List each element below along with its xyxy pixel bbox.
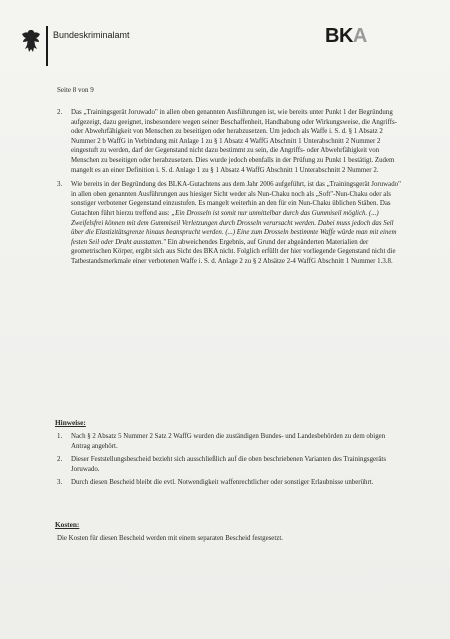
page-number: Seite 8 von 9 bbox=[57, 86, 94, 94]
list-item: 2. Dieser Feststellungsbescheid bezieht sich ausschließlich auf die oben beschriebenen Varianten des Trainingsgeräts Joruwado. bbox=[57, 456, 387, 473]
costs-heading: Kosten: bbox=[55, 520, 80, 529]
federal-eagle-icon bbox=[20, 28, 42, 54]
item-text: Wie bereits in der Begründung des BLKA-Gutachtens aus dem Jahr 2006 aufgeführt, ist das „Trainingsgerät Joruwado" in allen oben genannten Ausführungen aus hiesiger Sicht weder als Nun-Chaku noch als „Soft"-Nun-Chaku oder als sonstiger verbotener Gegenstand einzustufen. Es mangelt weiterhin an den für ein Nun-Chaku üblichen Stäben. Das Gutachten führt hierzu treffend aus: „Ein Drosseln ist somit nur unmittelbar durch das Gummiseil möglich. (...) Zweifelsfrei können mit dem Gummiseil Verletzungen durch Drosseln verursacht werden. Dabei muss jedoch das Seil über die Elastizitätsgrenze hinaus beansprucht werden. (...) Eine zum Drosseln bestimmte Waffe würde man mit einem festen Seil oder Draht ausstatten." Ein abweichendes Ergebnis, auf Grund der abgeänderten Materialien der geometrischen Körper, ergibt sich aus Sicht des BKA nicht. Folglich erfüllt der hier vorliegende Gegenstand nicht die Tatbestandsmerkmale einer verbotenen Waffe i. S. d. Anlage 2 zu § 2 Absätze 2-4 WaffG Abschnitt 1 Nummer 1.3.8. bbox=[71, 181, 401, 265]
notes-list bbox=[57, 432, 402, 492]
quoted-text: „Ein Drosseln ist somit nur unmittelbar durch das Gummiseil möglich. (...) Zweifelsfrei können mit dem Gummiseil Verletzungen durch Drosseln verursacht werden. Dabei muss jedoch das Seil über die Elastizitätsgrenze hinaus beansprucht werden. (...) Eine zum Drosseln bestimmte Waffe würde man mit einem festen Seil oder Draht ausstatten." bbox=[71, 209, 397, 246]
costs-text: Die Kosten für diesen Bescheid werden mit einem separaten Bescheid festgesetzt. bbox=[57, 535, 283, 542]
item-text: Das „Trainingsgerät Joruwado" in allen oben genannten Ausführungen ist, wie bereits unter Punkt 1 der Begründung aufgezeigt, dazu geeignet, insbesondere wegen seiner Beschaffenheit, Handhabung oder Wirkungsweise, die Angriffs- oder Abwehrfähigkeit von Menschen zu beseitigen oder herabzusetzen. Um jedoch als Waffe i. S. d. § 1 Absatz 2 Nummer 2 b WaffG in Verbindung mit Anlage 1 zu § 1 Absatz 4 WaffG Abschnitt 1 Unterabschnitt 2 Nummer 2 eingestuft zu werden, darf der Gegenstand nicht dazu bestimmt zu sein, die Angriffs- oder Abwehrfähigkeit von Menschen zu beseitigen oder herabzusetzen. Dies wurde jedoch ebenfalls in der Prüfung zu Punkt 1 bestätigt. Zudem mangelt es an einer Definition i. S. d. Anlage 1 zu § 1 Absatz 4 WaffG Abschnitt 1 Unterabschnitt 2 Nummer 2. bbox=[71, 109, 397, 174]
list-item: 1. Nach § 2 Absatz 5 Nummer 2 Satz 2 WaffG wurden die zuständigen Bundes- und Landesbehörden zu dem obigen Antrag angehört. bbox=[57, 433, 386, 450]
reasoning-list bbox=[57, 108, 407, 272]
header-divider bbox=[46, 26, 48, 66]
list-item: 3. Wie bereits in der Begründung des BLKA-Gutachtens aus dem Jahr 2006 aufgeführt, ist das „Trainingsgerät Joruwado" in allen oben genannten Ausführungen aus hiesiger Sicht weder als Nun-Chaku noch als „Soft"-Nun-Chaku oder als sonstiger verbotener Gegenstand einzustufen. Es mangelt weiterhin an den für ein Nun-Chaku üblichen Stäben. Das Gutachten führt hierzu treffend aus: „Ein Drosseln ist somit nur unmittelbar durch das Gummiseil möglich. (...) Zweifelsfrei können mit dem Gummiseil Verletzungen durch Drosseln verursacht werden. Dabei muss jedoch das Seil über die Elastizitätsgrenze hinaus beansprucht werden. (...) Eine zum Drosseln bestimmte Waffe würde man mit einem festen Seil oder Draht ausstatten." Ein abweichendes Ergebnis, auf Grund der abgeänderten Materialien der geometrischen Körper, ergibt sich aus Sicht des BKA nicht. Folglich erfüllt der hier vorliegende Gegenstand nicht die Tatbestandsmerkmale einer verbotenen Waffe i. S. d. Anlage 2 zu § 2 Absätze 2-4 WaffG Abschnitt 1 Nummer 1.3.8. bbox=[57, 180, 407, 266]
costs-section bbox=[57, 534, 397, 544]
agency-name: Bundeskriminalamt bbox=[53, 30, 130, 40]
list-item: 2. Das „Trainingsgerät Joruwado" in allen oben genannten Ausführungen ist, wie bereits unter Punkt 1 der Begründung aufgezeigt, dazu geeignet, insbesondere wegen seiner Beschaffenheit, Handhabung oder Wirkungsweise, die Angriffs- oder Abwehrfähigkeit von Menschen zu beseitigen oder herabzusetzen. Um jedoch als Waffe i. S. d. § 1 Absatz 2 Nummer 2 b WaffG in Verbindung mit Anlage 1 zu § 1 Absatz 4 WaffG Abschnitt 1 Unterabschnitt 2 Nummer 2 eingestuft zu werden, darf der Gegenstand nicht dazu bestimmt zu sein, die Angriffs- oder Abwehrfähigkeit von Menschen zu beseitigen oder herabzusetzen. Dies wurde jedoch ebenfalls in der Prüfung zu Punkt 1 bestätigt. Zudem mangelt es an einer Definition i. S. d. Anlage 1 zu § 1 Absatz 4 WaffG Abschnitt 1 Unterabschnitt 2 Nummer 2. bbox=[57, 108, 407, 175]
list-item: 3. Durch diesen Bescheid bleibt die evtl. Notwendigkeit waffenrechtlicher oder sonstiger Erlaubnisse unberührt. bbox=[57, 479, 374, 487]
notes-heading: Hinweise: bbox=[55, 418, 86, 427]
bka-logo: BKA bbox=[325, 25, 367, 47]
